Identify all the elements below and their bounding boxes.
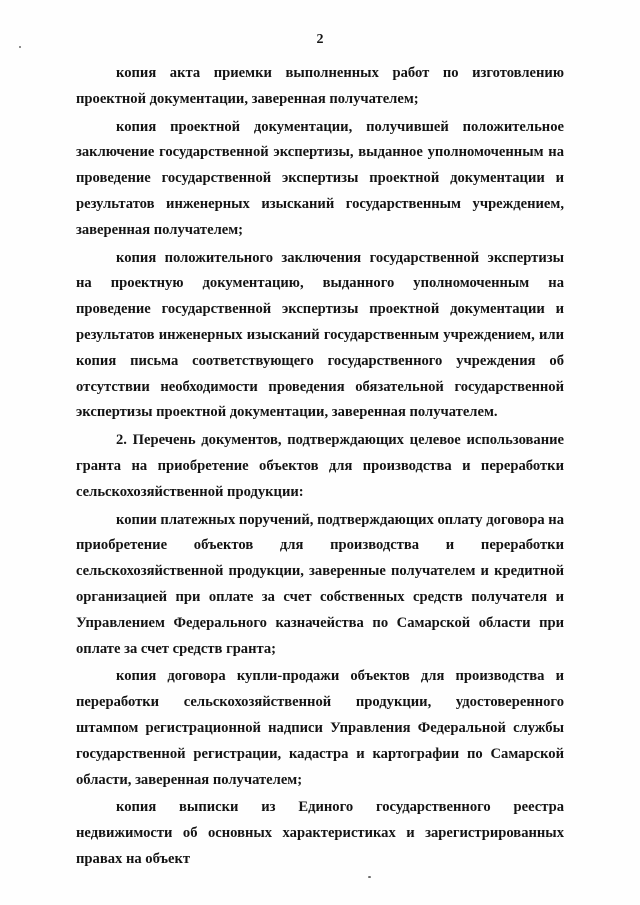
paragraph-project-docs-copy: копия проектной документации, получившей положительное заключение государственной экспертизы, выданное уполномоченным на проведение государственной экспертизы проектной документации и результатов инженерных изысканий государственным учреждением, заверенная получателем;: [76, 118, 564, 238]
document-body: [76, 61, 564, 873]
paragraph-sale-contract: копия договора купли-продажи объектов для производства и переработки сельскохозяйственной продукции, удостоверенного штампом регистрационной надписи Управления Федеральной службы государственной регистрации, кадастра и картографии по Самарской области, заверенная получателем;: [76, 668, 564, 788]
paragraph-expertise-conclusion-copy: копия положительного заключения государственной экспертизы на проектную документацию, выданного уполномоченным на проведение государственной экспертизы проектной документации и результатов инженерных изысканий государственным учреждением, или копия письма соответствующего государственного учреждения об отсутствии необходимости проведения обязательной государственной экспертизы проектной документации, заверенная получателем.: [76, 249, 564, 421]
paragraph-section-2-heading: 2. Перечень документов, подтверждающих целевое использование гранта на приобретение объектов для производства и переработки сельскохозяйственной продукции:: [76, 432, 564, 500]
scan-speck: [19, 46, 21, 48]
page-number: 2: [316, 32, 324, 47]
scan-speck: [368, 876, 371, 878]
paragraph-act-copy: копия акта приемки выполненных работ по изготовлению проектной документации, заверенная получателем;: [76, 65, 564, 107]
paragraph-registry-extract: копия выписки из Единого государственного реестра недвижимости об основных характеристиках и зарегистрированных правах на объект: [76, 799, 564, 867]
paragraph-payment-orders: копии платежных поручений, подтверждающих оплату договора на приобретение объектов для производства и переработки сельскохозяйственной продукции, заверенные получателем и кредитной организацией при оплате за счет собственных средств получателя и Управлением Федерального казначейства по Самарской области при оплате за счет средств гранта;: [76, 511, 564, 657]
